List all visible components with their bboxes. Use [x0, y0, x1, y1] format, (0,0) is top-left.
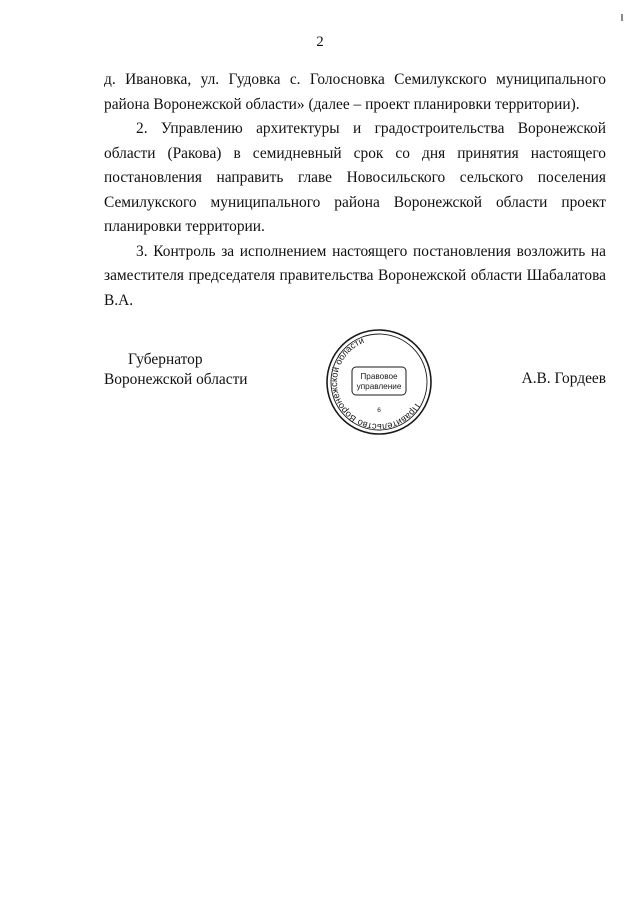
document-body — [104, 68, 606, 313]
signatory-position — [104, 350, 274, 390]
stamp-center-line2: управление — [356, 382, 402, 391]
paragraph-continuation: д. Ивановка, ул. Гудовка с. Голосновка Семилукского муниципального района Воронежской области» (далее – проект планировки территории). — [104, 71, 606, 113]
stamp-number: 6 — [377, 407, 381, 414]
stamp-outer-text: Правительство Воронежской области — [328, 335, 423, 433]
scan-corner-mark — [621, 14, 623, 21]
official-seal-stamp — [325, 328, 433, 436]
signatory-position-line2: Воронежской области — [104, 371, 248, 388]
stamp-center-line1: Правовое — [360, 372, 398, 381]
signatory-name: А.В. Гордеев — [521, 370, 606, 387]
paragraph-item-2: 2. Управлению архитектуры и градостроительства Воронежской области (Ракова) в семидневный срок со дня принятия настоящего постановления направить главе Новосильского сельского поселения Семилукского муниципального района Воронежской области проект планировки территории. — [104, 120, 606, 235]
page-number: 2 — [316, 34, 324, 50]
signatory-position-line1: Губернатор — [128, 351, 203, 368]
paragraph-item-3: 3. Контроль за исполнением настоящего постановления возложить на заместителя председателя правительства Воронежской области Шабалатова В.А. — [104, 242, 606, 309]
